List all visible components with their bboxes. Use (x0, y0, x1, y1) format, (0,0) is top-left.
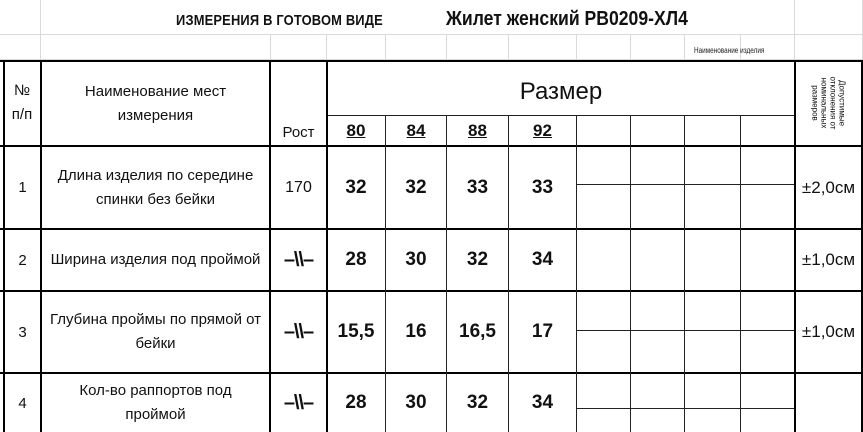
table-border (0, 60, 863, 62)
column-line (576, 116, 577, 432)
gridline (326, 34, 327, 60)
row-3-height: –\\– (283, 320, 314, 343)
header-height: Рост (282, 123, 315, 141)
row-1-num: 1 (18, 179, 27, 196)
header-tolerance-text: Допустимые отклонения от номинальных размеров (810, 76, 847, 130)
row-1-tolerance: ±2,0см (801, 177, 856, 197)
gridline (576, 34, 577, 60)
row-1-name: Длина изделия по середине спинки без бейки (57, 166, 254, 208)
row-4-size-80: 28 (345, 392, 367, 413)
size-80: 80 (346, 121, 366, 140)
row-2-height: –\\– (283, 248, 314, 271)
header-tolerance (796, 62, 861, 144)
row-line (576, 184, 794, 185)
size-92: 92 (533, 121, 552, 140)
gridline (630, 34, 631, 60)
gridline (385, 34, 386, 60)
row-3-num: 3 (18, 323, 27, 341)
row-1-height: 170 (285, 178, 312, 196)
gridline (794, 0, 795, 60)
row-4-tolerance (796, 374, 861, 432)
column-line (684, 116, 685, 432)
header-num (4, 78, 40, 128)
header-num-line1: № (13, 82, 31, 99)
column-line (630, 116, 631, 432)
size-88: 88 (468, 121, 487, 140)
gridline (684, 34, 685, 60)
row-2-size-88: 32 (466, 249, 489, 270)
row-3-size-92: 17 (531, 321, 554, 342)
row-line (576, 330, 794, 331)
gridline (508, 34, 509, 60)
row-1-size-88: 33 (466, 176, 489, 198)
product-title: Жилет женский РВ0209-ХЛ4 (446, 8, 688, 30)
row-3-size-84: 16 (405, 321, 427, 342)
row-3-size-88: 16,5 (459, 321, 496, 342)
row-2-size-80: 28 (345, 249, 367, 270)
row-3-tolerance: ±1,0см (801, 322, 856, 341)
gridline (0, 34, 863, 35)
row-4-height: –\\– (283, 391, 314, 414)
measure-title: ИЗМЕРЕНИЯ В ГОТОВОМ ВИДЕ (176, 12, 383, 29)
size-84: 84 (406, 121, 426, 140)
row-4-size-88: 32 (466, 392, 489, 413)
header-name: Наименование мест измерения (84, 83, 227, 124)
gridline (270, 34, 271, 60)
gridline (446, 34, 447, 60)
row-2-name: Ширина изделия под проймой (50, 251, 261, 268)
header-num-line2: п/п (11, 106, 33, 123)
item-name-label: Наименование изделия (694, 46, 765, 55)
row-4-name: Кол-во раппортов под проймой (79, 382, 232, 423)
row-2-num: 2 (18, 251, 27, 269)
row-2-size-84: 30 (405, 249, 427, 270)
column-line (740, 116, 741, 432)
row-4-size-92: 34 (531, 392, 554, 413)
row-1-size-84: 32 (405, 176, 427, 198)
row-2-size-92: 34 (531, 249, 554, 270)
size-header-divider (326, 115, 794, 116)
row-1-size-92: 33 (531, 176, 554, 198)
row-3-size-80: 15,5 (337, 321, 375, 342)
row-4-size-84: 30 (405, 392, 427, 413)
row-3-name: Глубина проймы по прямой от бейки (49, 311, 262, 352)
gridline (40, 0, 41, 60)
row-1-size-80: 32 (345, 176, 367, 198)
row-2-tolerance: ±1,0см (801, 250, 856, 269)
header-size-group: Размер (519, 78, 603, 105)
row-4-num: 4 (18, 394, 27, 412)
row-line (576, 408, 794, 409)
